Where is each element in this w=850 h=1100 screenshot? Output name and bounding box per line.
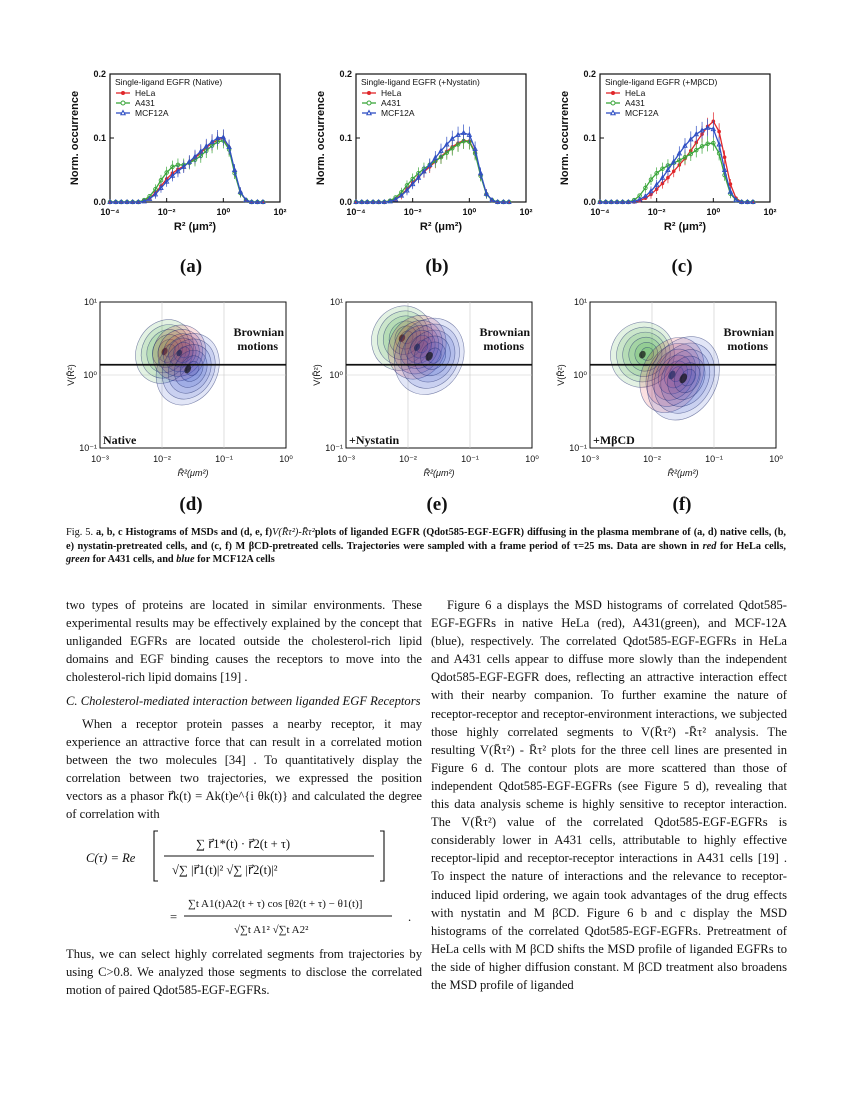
brownian-label-1: Brownian [723,325,774,339]
x-tick-label: 10⁻¹ [215,454,233,464]
right-column [431,596,787,994]
x-tick-label: 10⁻² [153,454,171,464]
legend-title: Single-ligand EGFR (Native) [115,77,223,87]
panel-label-b: (b) [425,256,449,277]
eq-denominator-1: √∑ |r⃗1(t)|² √∑ |r⃗2(t)|² [172,863,278,878]
y-axis-label: Norm. occurrence [315,90,327,186]
x-tick-label: 10⁻⁴ [100,207,120,217]
histogram-panel-c [556,64,781,254]
histogram-chart-a [66,64,291,254]
left-column [66,596,422,999]
x-tick-label: 10⁻⁴ [590,207,610,217]
legend-title: Single-ligand EGFR (+MβCD) [605,77,718,87]
x-tick-label: 10² [273,207,287,217]
contour-panel-f [554,292,790,492]
eq-numerator-1: ∑ r⃗1*(t) · r⃗2(t + τ) [196,837,291,852]
eq-numerator-2: ∑t A1(t)A2(t + τ) cos [θ2(t + τ) − θ1(t)] [188,898,363,911]
legend-entry-HeLa: HeLa [625,88,646,98]
histogram-chart-b [312,64,537,254]
x-axis-label: R̄²(μm²) [667,468,699,478]
y-tick-label: 10⁻¹ [325,443,343,453]
left-paragraph-1: two types of proteins are located in similar environments. These experimental results may be effectively explained by the concept that unliganded EGFRs are located outside the cholesterol-rich lipid domains and EGF binding causes the receptors to move into the cholesterol-rich lipid domains [19] . [66,598,422,685]
y-axis-label: Norm. occurrence [559,90,571,186]
legend-entry-MCF12A: MCF12A [625,108,659,118]
x-tick-label: 10⁻¹ [705,454,723,464]
left-paragraph-3: Thus, we can select highly correlated segments from trajectories by using C>0.8. We analyzed those segments to disclose the correlated motion of paired Qdot585-EGF-EGFRs. [66,947,422,998]
caption-text-2: plots of liganded EGFR (Qdot585-EGF-EGFR) diffusing in the plasma membrane of (a, d) native cells, (b, e) nystatin-pretreated cells, and (c, f) M βCD-pretreated cells. Trajectories were sampled with a frame period of τ=25 ms. Data are shown in [66,527,786,552]
legend-marker [367,101,371,105]
eq-denominator-2: √∑t A1² √∑t A2² [234,924,309,937]
legend-marker [611,91,615,95]
panel-label-e: (e) [426,494,448,515]
x-axis-label: R² (μm²) [173,221,217,233]
legend-marker [611,101,615,105]
caption-math-1: V(R̄τ²)-R̄τ² [272,527,315,538]
contour-chart-e [310,292,546,492]
brownian-label-2: motions [237,339,278,353]
caption-text-3: for HeLa cells, [719,540,786,552]
legend-entry-MCF12A: MCF12A [381,108,415,118]
x-tick-label: 10⁰ [279,454,293,464]
y-tick-label: 0.1 [339,133,352,143]
contour-chart-f [554,292,790,492]
panel-label-d: (d) [179,494,203,515]
x-axis-label: R̄²(μm²) [423,468,455,478]
panel-label-c: (c) [671,256,693,277]
x-tick-label: 10⁻² [643,454,661,464]
legend-marker [611,111,615,115]
caption-green: green [66,554,91,566]
data-point [672,169,676,173]
y-tick-label: 10⁰ [83,370,97,380]
legend-title: Single-ligand EGFR (+Nystatin) [361,77,480,87]
y-tick-label: 10⁰ [329,370,343,380]
figure-caption [66,526,786,567]
y-tick-label: 10⁻¹ [569,443,587,453]
x-tick-label: 10⁻¹ [461,454,479,464]
y-axis-label: Norm. occurrence [69,90,81,186]
x-axis-label: R̄²(μm²) [177,468,209,478]
y-tick-label: 10⁰ [573,370,587,380]
left-paragraph-2: When a receptor protein passes a nearby receptor, it may experience an attractive force that can result in a correlated motion between the two molecules [34] . To quantitatively display the correlation between two trajectories, we expressed the position vectors as a phasor r⃗k(t) = Ak(t)e^{i θk(t)} and calculated the degree of correlation with [66,716,422,822]
contour-chart-d [64,292,300,492]
x-tick-label: 10⁰ [706,207,721,217]
contour-panel-d [64,292,300,492]
contour-panel-e [310,292,546,492]
legend-entry-HeLa: HeLa [381,88,402,98]
brownian-label-2: motions [483,339,524,353]
series-line-A431 [110,141,263,202]
x-tick-label: 10⁻⁴ [346,207,366,217]
histogram-panel-b [312,64,537,254]
x-tick-label: 10⁻² [157,207,176,217]
x-tick-label: 10⁻³ [581,454,599,464]
y-tick-label: 0.1 [583,133,596,143]
data-point [666,176,670,180]
data-point [723,155,727,159]
histogram-chart-c [556,64,781,254]
right-paragraph-1: Figure 6 a displays the MSD histograms of correlated Qdot585-EGF-EGFRs in native HeLa (red), A431(green), and MCF-12A (blue), respectively. The correlated Qdot585-EGF-EGFRs in HeLa and A431 cells appear to diffuse more slowly than the independent Qdot585-EGF-EGFR does, reflecting an attractive interaction effect with their nearby companion. To further examine the nature of receptor-receptor and receptor-environment interactions, we subjected those highly correlated segments to V(R̄τ²) -R̄τ² analysis. The resulting V(R̄τ²) - R̄τ² plots for the three cell lines are presented in Figure 6 d. The contour plots are more scattered than those of independent Qdot585-EGF-EGFRs (see Figure 5 d), revealing that this data analysis scheme is highly sensitive to receptor interaction. The V(R̄τ²) value of the correlated Qdot585-EGF-EGFRs is considerably lower in A431 cells, attributable to highly effective receptor-lipid and receptor-receptor interactions in A431 cells [19] . To inspect the nature of interactions and the relevance to receptor-induced lipid ordering, we again took advantages of the drug effects with nystatin and M βCD. Figure 6 b and c display the MSD histograms of the correlated Qdot585-EGF-EGFRs. Pretreatment of HeLa cells with M βCD shifts the MSD profile of liganded EGFRs to the side of higher diffusion constant. M βCD treatment also broadens the MSD profile of liganded [431,598,787,992]
legend-marker [121,101,125,105]
legend-entry-A431: A431 [381,98,401,108]
y-tick-label: 10¹ [573,297,587,307]
eq-period: . [408,910,412,925]
y-tick-label: 0.0 [339,197,352,207]
x-axis-label: R² (μm²) [419,221,463,233]
panel-label-a: (a) [179,256,203,277]
y-tick-label: 0.2 [339,69,352,79]
brownian-label-2: motions [727,339,768,353]
brownian-label-1: Brownian [233,325,284,339]
y-tick-label: 0.0 [583,197,596,207]
caption-text-4: for A431 cells, and [92,554,174,566]
legend-entry-A431: A431 [625,98,645,108]
caption-text-5: for MCF12A cells [197,554,275,566]
treatment-label: Native [103,433,137,447]
x-tick-label: 10⁰ [216,207,231,217]
x-tick-label: 10⁰ [525,454,539,464]
treatment-label: +MβCD [593,433,635,447]
x-tick-label: 10⁰ [462,207,477,217]
x-tick-label: 10² [519,207,533,217]
legend-entry-MCF12A: MCF12A [135,108,169,118]
legend-entry-A431: A431 [135,98,155,108]
x-tick-label: 10⁻³ [337,454,355,464]
x-tick-label: 10⁻² [647,207,666,217]
legend-entry-HeLa: HeLa [135,88,156,98]
treatment-label: +Nystatin [349,433,400,447]
brownian-label-1: Brownian [479,325,530,339]
x-tick-label: 10⁰ [769,454,783,464]
y-axis-label: V(R̄²) [556,364,566,386]
x-axis-label: R² (μm²) [663,221,707,233]
caption-lead: Fig. 5. [66,527,94,538]
y-tick-label: 0.1 [93,133,106,143]
caption-blue: blue [176,554,195,566]
series-line-MCF12A [110,137,263,202]
y-axis-label: V(R̄²) [312,364,322,386]
eq-lhs: C(τ) = Re [86,851,136,866]
caption-text-1: a, b, c Histograms of MSDs and (d, e, f) [96,527,273,538]
section-heading: C. Cholesterol-mediated interaction between liganded EGF Receptors [66,694,421,709]
legend-marker [121,111,125,115]
panel-label-f: (f) [672,494,692,515]
x-tick-label: 10⁻³ [91,454,109,464]
histogram-panel-a [66,64,291,254]
data-point [717,130,721,134]
caption-red: red [702,540,717,552]
y-axis-label: V(R̄²) [66,364,76,386]
y-tick-label: 10¹ [329,297,343,307]
correlation-equation [66,829,422,939]
x-tick-label: 10⁻² [403,207,422,217]
x-tick-label: 10² [763,207,777,217]
legend-marker [121,91,125,95]
y-tick-label: 0.2 [93,69,106,79]
legend-marker [367,91,371,95]
y-tick-label: 10⁻¹ [79,443,97,453]
legend-marker [367,111,371,115]
y-tick-label: 0.2 [583,69,596,79]
x-tick-label: 10⁻² [399,454,417,464]
eq-equals: = [170,910,178,925]
y-tick-label: 0.0 [93,197,106,207]
y-tick-label: 10¹ [83,297,97,307]
